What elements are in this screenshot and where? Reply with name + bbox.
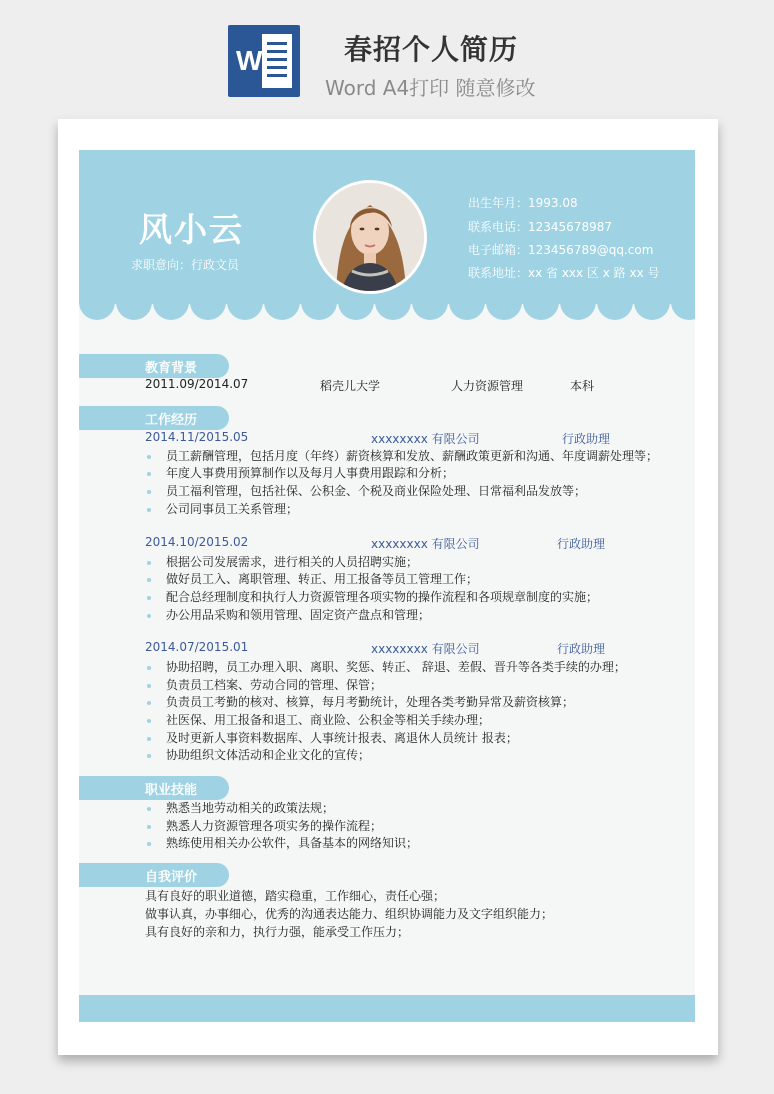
skills-title: 职业技能 xyxy=(145,783,198,798)
self-eval-line: 做事认真，办事细心，优秀的沟通表达能力、组织协调能力及文字组织能力； xyxy=(145,907,554,921)
education-major: 人力资源管理 xyxy=(451,379,524,393)
top-banner xyxy=(0,0,774,110)
phone-info: 联系电话：12345678987 xyxy=(468,220,612,234)
job-company: xxxxxxxx 有限公司 xyxy=(371,537,480,551)
job-period: 2014.07/2015.01 xyxy=(145,640,249,654)
job-position: 行政助理 xyxy=(557,642,606,656)
bullet-dot xyxy=(147,596,151,600)
job-duty: 员工福利管理，包括社保、公积金、个税及商业保险处理、日常福利品发放等； xyxy=(166,484,587,498)
bullet-dot xyxy=(147,666,151,670)
avatar xyxy=(313,180,427,294)
scallop-border xyxy=(79,302,695,324)
footer-bar xyxy=(79,995,695,1022)
job-duty: 负责员工档案、劳动合同的管理、保管； xyxy=(166,678,383,692)
bullet-dot xyxy=(147,719,151,723)
bullet-dot xyxy=(147,701,151,705)
job-duty: 年度人事费用预算制作以及每月人事费用跟踪和分析； xyxy=(166,466,455,480)
banner-subtitle: Word A4打印 随意修改 xyxy=(325,76,536,100)
bullet-dot xyxy=(147,614,151,618)
bullet-dot xyxy=(147,842,151,846)
work-section-header xyxy=(79,406,229,430)
bullet-dot xyxy=(147,807,151,811)
bullet-dot xyxy=(147,508,151,512)
job-duty: 协助组织文体活动和企业文化的宣传； xyxy=(166,748,371,762)
skill-item: 熟悉当地劳动相关的政策法规； xyxy=(166,801,335,815)
bullet-dot xyxy=(147,490,151,494)
job-duty: 根据公司发展需求，进行相关的人员招聘实施； xyxy=(166,555,419,569)
skills-section-header xyxy=(79,776,229,800)
education-school: 稻壳儿大学 xyxy=(320,379,381,393)
resume-header xyxy=(79,150,695,302)
skill-item: 熟练使用相关办公软件，具备基本的网络知识； xyxy=(166,836,419,850)
job-company: xxxxxxxx 有限公司 xyxy=(371,642,480,656)
job-company: xxxxxxxx 有限公司 xyxy=(371,432,480,446)
bullet-dot xyxy=(147,561,151,565)
education-title: 教育背景 xyxy=(145,361,198,376)
candidate-name: 风小云 xyxy=(139,210,244,249)
job-duty: 员工薪酬管理，包括月度（年终）薪资核算和发放、薪酬政策更新和沟通、年度调薪处理等； xyxy=(166,449,659,463)
portrait-image xyxy=(316,183,424,291)
job-position: 行政助理 xyxy=(557,537,606,551)
bullet-dot xyxy=(147,472,151,476)
job-period: 2014.11/2015.05 xyxy=(145,430,249,444)
self-eval-line: 具有良好的亲和力，执行力强，能承受工作压力； xyxy=(145,925,410,939)
job-duty: 及时更新人事资料数据库、人事统计报表、离退休人员统计 报表； xyxy=(166,731,518,745)
job-duty: 公司同事员工关系管理； xyxy=(166,502,299,516)
banner-title: 春招个人简历 xyxy=(344,33,519,66)
job-period: 2014.10/2015.02 xyxy=(145,535,249,549)
birth-info: 出生年月：1993.08 xyxy=(468,196,578,210)
resume-paper xyxy=(58,119,718,1055)
job-duty: 协助招聘，员工办理入职、离职、奖惩、转正、 辞退、差假、晋升等各类手续的办理； xyxy=(166,660,626,674)
job-duty: 负责员工考勤的核对、核算，每月考勤统计，处理各类考勤异常及薪资核算； xyxy=(166,695,575,709)
education-degree: 本科 xyxy=(570,379,595,393)
word-icon-letter: W xyxy=(236,45,263,76)
self-eval-title: 自我评价 xyxy=(145,870,198,885)
education-period: 2011.09/2014.07 xyxy=(145,377,249,391)
education-section-header xyxy=(79,354,229,378)
bullet-dot xyxy=(147,825,151,829)
bullet-dot xyxy=(147,737,151,741)
word-doc-page-shape xyxy=(262,34,292,88)
self-eval-section-header xyxy=(79,863,229,887)
job-duty: 做好员工入、离职管理、转正、用工报备等员工管理工作； xyxy=(166,572,479,586)
job-duty: 配合总经理制度和执行人力资源管理各项实物的操作流程和各项规章制度的实施； xyxy=(166,590,599,604)
job-intent: 求职意向：行政文员 xyxy=(131,258,240,272)
job-duty: 社医保、用工报备和退工、商业险、公积金等相关手续办理； xyxy=(166,713,491,727)
skill-item: 熟悉人力资源管理各项实务的操作流程； xyxy=(166,819,383,833)
email-info: 电子邮箱：123456789@qq.com xyxy=(468,243,654,257)
word-doc-icon xyxy=(228,25,300,97)
self-eval-line: 具有良好的职业道德，踏实稳重，工作细心，责任心强； xyxy=(145,889,446,903)
job-duty: 办公用品采购和领用管理、固定资产盘点和管理； xyxy=(166,608,431,622)
bullet-dot xyxy=(147,684,151,688)
job-position: 行政助理 xyxy=(562,432,611,446)
bullet-dot xyxy=(147,754,151,758)
work-title: 工作经历 xyxy=(145,413,198,428)
resume-content xyxy=(79,150,695,1022)
bullet-dot xyxy=(147,455,151,459)
bullet-dot xyxy=(147,578,151,582)
address-info: 联系地址：xx 省 xxx 区 x 路 xx 号 xyxy=(468,266,660,280)
